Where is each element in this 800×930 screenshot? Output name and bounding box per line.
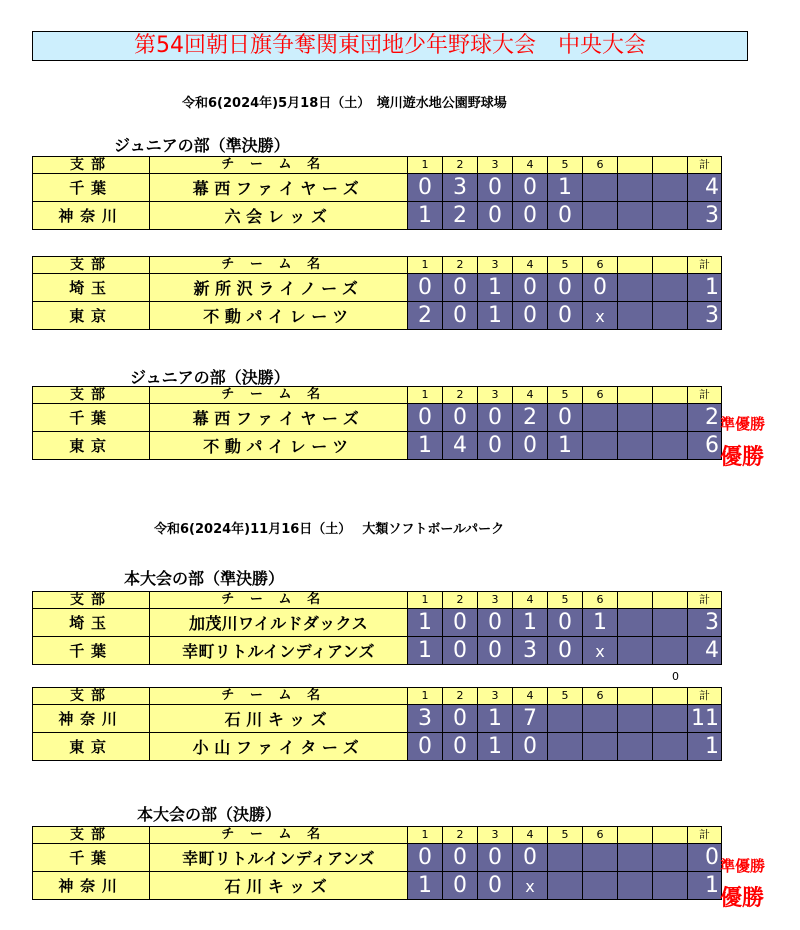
header-row (33, 592, 722, 609)
inning-score-cell (653, 637, 688, 665)
header-team: チーム名 (150, 592, 408, 609)
header-inning: 5 (548, 827, 583, 844)
team-row (33, 274, 722, 302)
inning-score-cell: 1 (408, 432, 443, 460)
team-name-cell: 石川キッズ (150, 705, 408, 733)
header-inning (653, 827, 688, 844)
inning-score-cell: 0 (478, 637, 513, 665)
team-name-cell: 六会レッズ (150, 202, 408, 230)
inning-score-cell (653, 432, 688, 460)
inning-score-cell (653, 302, 688, 330)
header-team: チーム名 (150, 387, 408, 404)
result-winner-junior: 優勝 (720, 445, 765, 470)
inning-score-cell: 0 (513, 274, 548, 302)
branch-cell: 埼玉 (33, 274, 150, 302)
inning-score-cell: 1 (478, 733, 513, 761)
header-inning: 2 (443, 387, 478, 404)
header-inning: 4 (513, 157, 548, 174)
inning-score-cell: 1 (408, 609, 443, 637)
total-score-cell: 1 (688, 872, 722, 900)
branch-cell: 東京 (33, 432, 150, 460)
header-inning: 1 (408, 827, 443, 844)
inning-score-cell (653, 202, 688, 230)
total-score-cell: 3 (688, 202, 722, 230)
inning-score-cell: 1 (583, 609, 618, 637)
header-inning (618, 257, 653, 274)
header-inning: 1 (408, 688, 443, 705)
inning-score-cell (548, 733, 583, 761)
header-inning (653, 157, 688, 174)
team-row (33, 705, 722, 733)
header-branch: 支部 (33, 592, 150, 609)
branch-cell: 神奈川 (33, 872, 150, 900)
inning-score-cell: 0 (478, 844, 513, 872)
inning-score-cell: 0 (583, 274, 618, 302)
inning-score-cell: 2 (443, 202, 478, 230)
header-branch: 支部 (33, 387, 150, 404)
header-total: 計 (688, 257, 722, 274)
header-inning (653, 592, 688, 609)
inning-score-cell: 0 (548, 404, 583, 432)
team-name-cell: 不動パイレーツ (150, 302, 408, 330)
inning-score-cell: 1 (478, 274, 513, 302)
header-inning (653, 688, 688, 705)
inning-score-cell: 0 (443, 637, 478, 665)
header-inning: 4 (513, 257, 548, 274)
team-row (33, 432, 722, 460)
inning-score-cell (618, 733, 653, 761)
header-total: 計 (688, 592, 722, 609)
branch-cell: 千葉 (33, 637, 150, 665)
team-name-cell: 幸町リトルインディアンズ (150, 844, 408, 872)
header-inning (618, 827, 653, 844)
inning-score-cell (548, 705, 583, 733)
result-runner-up-junior: 準優勝 (720, 415, 766, 433)
inning-score-cell: 0 (408, 844, 443, 872)
scoreboard-table (32, 591, 722, 665)
venue-date-1: 令和6(2024年)5月18日（土） 境川遊水地公園野球場 (182, 96, 507, 111)
header-inning: 6 (583, 257, 618, 274)
branch-cell: 千葉 (33, 404, 150, 432)
header-inning: 2 (443, 592, 478, 609)
total-score-cell: 1 (688, 733, 722, 761)
header-inning: 3 (478, 592, 513, 609)
team-row (33, 733, 722, 761)
header-inning: 4 (513, 688, 548, 705)
inning-score-cell: 7 (513, 705, 548, 733)
inning-score-cell (548, 872, 583, 900)
stray-zero-note: 0 (672, 670, 679, 683)
header-branch: 支部 (33, 157, 150, 174)
total-score-cell: 2 (688, 404, 722, 432)
team-row (33, 844, 722, 872)
inning-score-cell: 2 (513, 404, 548, 432)
scoreboard-table (32, 386, 722, 460)
inning-score-cell: 0 (443, 705, 478, 733)
inning-score-cell (618, 844, 653, 872)
header-branch: 支部 (33, 688, 150, 705)
header-inning: 6 (583, 157, 618, 174)
page-title: 第54回朝日旗争奪関東団地少年野球大会 中央大会 (32, 31, 748, 61)
inning-score-cell: 0 (478, 432, 513, 460)
header-row (33, 827, 722, 844)
team-name-cell: 小山ファイターズ (150, 733, 408, 761)
header-inning: 2 (443, 157, 478, 174)
header-inning: 6 (583, 387, 618, 404)
inning-score-cell: 3 (443, 174, 478, 202)
inning-score-cell (583, 174, 618, 202)
scoreboard-table (32, 687, 722, 761)
inning-score-cell (618, 174, 653, 202)
inning-score-cell (583, 432, 618, 460)
header-inning: 1 (408, 592, 443, 609)
header-row (33, 387, 722, 404)
team-name-cell: 石川キッズ (150, 872, 408, 900)
header-total: 計 (688, 387, 722, 404)
inning-score-cell: 0 (548, 274, 583, 302)
total-score-cell: 0 (688, 844, 722, 872)
header-inning: 3 (478, 387, 513, 404)
inning-score-cell: x (583, 302, 618, 330)
inning-score-cell (653, 274, 688, 302)
scoreboard-table (32, 256, 722, 330)
header-branch: 支部 (33, 257, 150, 274)
header-inning: 5 (548, 387, 583, 404)
inning-score-cell (618, 705, 653, 733)
header-inning (653, 387, 688, 404)
inning-score-cell (653, 733, 688, 761)
team-name-cell: 加茂川ワイルドダックス (150, 609, 408, 637)
header-inning: 1 (408, 157, 443, 174)
header-inning (618, 688, 653, 705)
header-team: チーム名 (150, 257, 408, 274)
inning-score-cell (653, 174, 688, 202)
header-inning: 1 (408, 387, 443, 404)
section-title-main-semi: 本大会の部（準決勝） (124, 569, 285, 588)
scoreboard-table (32, 826, 722, 900)
header-inning: 5 (548, 592, 583, 609)
team-name-cell: 新所沢ライノーズ (150, 274, 408, 302)
inning-score-cell: 1 (478, 302, 513, 330)
header-inning: 4 (513, 827, 548, 844)
inning-score-cell (548, 844, 583, 872)
header-inning: 6 (583, 592, 618, 609)
section-title-main-final: 本大会の部（決勝） (137, 805, 282, 824)
inning-score-cell: 0 (408, 274, 443, 302)
team-row (33, 609, 722, 637)
team-name-cell: 不動パイレーツ (150, 432, 408, 460)
inning-score-cell: 0 (513, 174, 548, 202)
inning-score-cell: x (513, 872, 548, 900)
header-inning: 4 (513, 592, 548, 609)
header-inning: 3 (478, 688, 513, 705)
inning-score-cell: x (583, 637, 618, 665)
branch-cell: 神奈川 (33, 202, 150, 230)
branch-cell: 埼玉 (33, 609, 150, 637)
inning-score-cell: 0 (478, 174, 513, 202)
inning-score-cell (653, 404, 688, 432)
inning-score-cell: 0 (513, 733, 548, 761)
total-score-cell: 3 (688, 609, 722, 637)
branch-cell: 千葉 (33, 174, 150, 202)
header-inning (618, 387, 653, 404)
inning-score-cell: 0 (513, 432, 548, 460)
inning-score-cell: 0 (408, 404, 443, 432)
header-inning: 6 (583, 827, 618, 844)
inning-score-cell: 1 (408, 202, 443, 230)
inning-score-cell: 0 (548, 302, 583, 330)
inning-score-cell (653, 844, 688, 872)
inning-score-cell: 0 (548, 637, 583, 665)
inning-score-cell: 0 (443, 274, 478, 302)
inning-score-cell: 0 (513, 202, 548, 230)
inning-score-cell (653, 609, 688, 637)
header-team: チーム名 (150, 688, 408, 705)
inning-score-cell (618, 609, 653, 637)
header-inning: 2 (443, 827, 478, 844)
header-total: 計 (688, 157, 722, 174)
header-inning: 6 (583, 688, 618, 705)
header-inning: 3 (478, 257, 513, 274)
team-row (33, 202, 722, 230)
team-name-cell: 幕西ファイヤーズ (150, 404, 408, 432)
inning-score-cell: 0 (478, 872, 513, 900)
team-row (33, 302, 722, 330)
inning-score-cell (618, 274, 653, 302)
branch-cell: 東京 (33, 302, 150, 330)
total-score-cell: 11 (688, 705, 722, 733)
header-inning: 5 (548, 157, 583, 174)
inning-score-cell: 2 (408, 302, 443, 330)
inning-score-cell (653, 705, 688, 733)
inning-score-cell: 0 (513, 844, 548, 872)
inning-score-cell: 0 (443, 844, 478, 872)
inning-score-cell: 0 (443, 302, 478, 330)
inning-score-cell: 3 (513, 637, 548, 665)
inning-score-cell (618, 432, 653, 460)
header-team: チーム名 (150, 157, 408, 174)
inning-score-cell: 3 (408, 705, 443, 733)
inning-score-cell: 0 (443, 609, 478, 637)
section-title-junior-semi: ジュニアの部（準決勝） (114, 136, 290, 155)
header-total: 計 (688, 688, 722, 705)
team-row (33, 174, 722, 202)
header-team: チーム名 (150, 827, 408, 844)
header-inning (618, 592, 653, 609)
header-inning: 5 (548, 257, 583, 274)
inning-score-cell (618, 202, 653, 230)
header-row (33, 157, 722, 174)
inning-score-cell: 0 (478, 202, 513, 230)
branch-cell: 千葉 (33, 844, 150, 872)
branch-cell: 東京 (33, 733, 150, 761)
inning-score-cell: 1 (408, 637, 443, 665)
inning-score-cell: 1 (478, 705, 513, 733)
branch-cell: 神奈川 (33, 705, 150, 733)
team-row (33, 404, 722, 432)
header-inning: 2 (443, 257, 478, 274)
inning-score-cell: 0 (443, 733, 478, 761)
inning-score-cell (583, 705, 618, 733)
team-row (33, 637, 722, 665)
inning-score-cell: 0 (513, 302, 548, 330)
inning-score-cell (618, 404, 653, 432)
header-row (33, 257, 722, 274)
inning-score-cell: 0 (478, 404, 513, 432)
inning-score-cell: 0 (443, 404, 478, 432)
inning-score-cell (618, 302, 653, 330)
inning-score-cell (618, 637, 653, 665)
inning-score-cell: 1 (513, 609, 548, 637)
section-title-junior-final: ジュニアの部（決勝） (130, 368, 290, 387)
inning-score-cell (618, 872, 653, 900)
inning-score-cell: 0 (548, 202, 583, 230)
inning-score-cell (583, 872, 618, 900)
header-inning: 2 (443, 688, 478, 705)
inning-score-cell: 0 (443, 872, 478, 900)
header-inning: 5 (548, 688, 583, 705)
total-score-cell: 4 (688, 174, 722, 202)
scoreboard-table (32, 156, 722, 230)
header-total: 計 (688, 827, 722, 844)
header-branch: 支部 (33, 827, 150, 844)
total-score-cell: 3 (688, 302, 722, 330)
inning-score-cell (583, 404, 618, 432)
header-row (33, 688, 722, 705)
result-winner-main: 優勝 (720, 886, 765, 911)
inning-score-cell (583, 733, 618, 761)
inning-score-cell (583, 844, 618, 872)
inning-score-cell: 1 (548, 432, 583, 460)
total-score-cell: 1 (688, 274, 722, 302)
inning-score-cell: 1 (548, 174, 583, 202)
header-inning: 1 (408, 257, 443, 274)
inning-score-cell: 0 (548, 609, 583, 637)
header-inning (653, 257, 688, 274)
team-row (33, 872, 722, 900)
team-name-cell: 幸町リトルインディアンズ (150, 637, 408, 665)
venue-date-2: 令和6(2024年)11月16日（土） 大類ソフトボールパーク (154, 522, 505, 537)
inning-score-cell: 0 (408, 174, 443, 202)
team-name-cell: 幕西ファイヤーズ (150, 174, 408, 202)
result-runner-up-main: 準優勝 (720, 857, 766, 875)
header-inning (618, 157, 653, 174)
inning-score-cell: 0 (478, 609, 513, 637)
inning-score-cell: 0 (408, 733, 443, 761)
total-score-cell: 6 (688, 432, 722, 460)
header-inning: 3 (478, 157, 513, 174)
header-inning: 3 (478, 827, 513, 844)
inning-score-cell: 4 (443, 432, 478, 460)
inning-score-cell (583, 202, 618, 230)
total-score-cell: 4 (688, 637, 722, 665)
inning-score-cell: 1 (408, 872, 443, 900)
inning-score-cell (653, 872, 688, 900)
header-inning: 4 (513, 387, 548, 404)
